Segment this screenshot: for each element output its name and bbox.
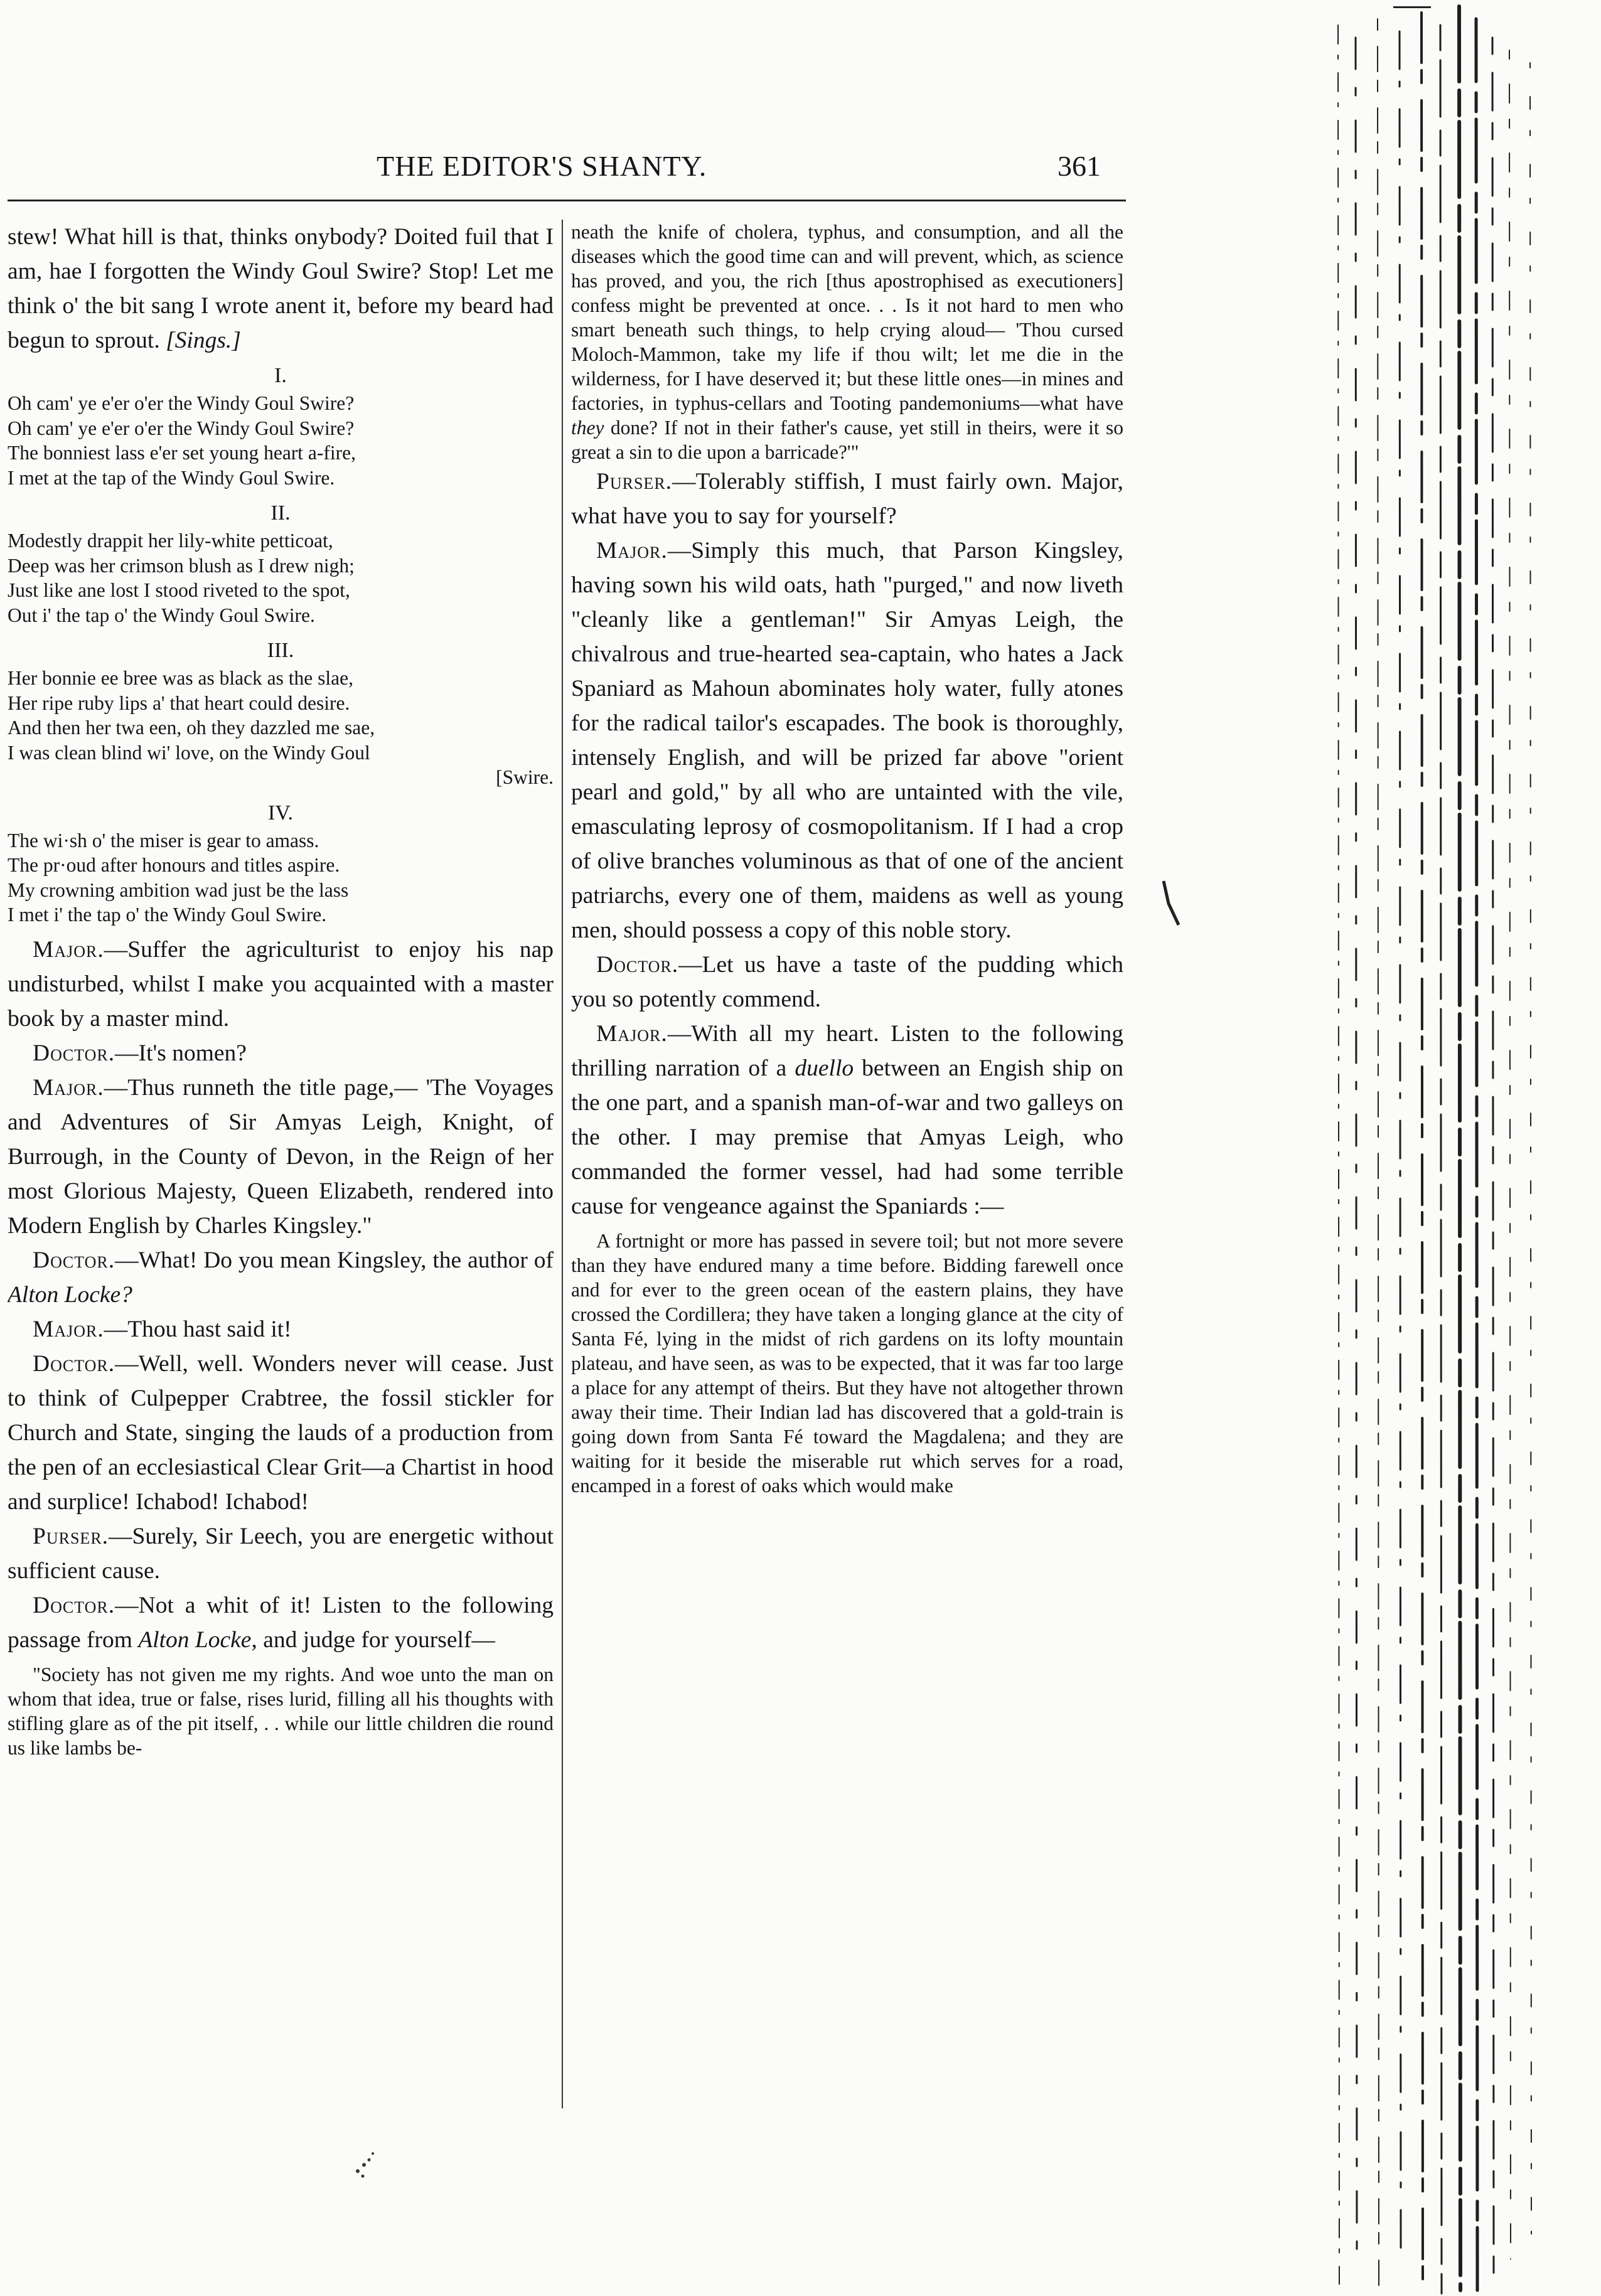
speaker-name: Doctor. [33, 1247, 115, 1273]
verse-line: I met at the tap of the Windy Goul Swire. [8, 466, 335, 489]
dialogue-paragraph [8, 1588, 554, 1657]
speaker-name: Doctor. [33, 1040, 115, 1066]
ink-specks [351, 2146, 389, 2184]
verse-line: Oh cam' ye e'er o'er the Windy Goul Swire? [8, 392, 355, 414]
verse-line: And then her twa een, oh they dazzled me sae, [8, 717, 375, 739]
text-paragraph [8, 1662, 554, 1760]
verse-line: Her bonnie ee bree was as black as the slae, [8, 667, 354, 689]
dialogue-paragraph [571, 1017, 1123, 1224]
paragraph-text-after: between an Engish ship on the one part, and a spanish man-of-war and two galleys on the other. I may premise that Amyas Leigh, who commanded the former vessel, had had some terrible cause for vengeance against the Spaniards :— [571, 1055, 1123, 1219]
running-title: THE EDITOR'S SHANTY. [377, 150, 707, 182]
right-column [571, 220, 1123, 2120]
verse-line: I met i' the tap o' the Windy Goul Swire. [8, 904, 327, 926]
verse-line: My crowning ambition wad just be the lass [8, 878, 349, 901]
italic-text: Alton Locke? [8, 1281, 132, 1308]
verse-line: Her ripe ruby lips a' that heart could desire. [8, 691, 350, 714]
paragraph-text: "Society has not given me my rights. And woe unto the man on whom that idea, true or false, rises lurid, filling all his thoughts with stifling glare as of the pit itself, . . while our little children die round us like lambs be- [8, 1663, 554, 1759]
dialogue-paragraph [571, 948, 1123, 1017]
paragraph-text: —Suffer the agriculturist to enjoy his nap undisturbed, whilst I make you acquainted with a master book by a master mind. [8, 936, 554, 1032]
poem-stanza [8, 501, 554, 627]
italic-text: they [571, 417, 604, 439]
verse-line: The pr·oud after honours and titles aspire. [8, 854, 340, 876]
stanza-number: II. [270, 501, 291, 525]
speaker-name: Doctor. [33, 1350, 115, 1377]
scanned-margin-artifacts [1331, 0, 1594, 2296]
ink-mark [1160, 878, 1185, 929]
stanza-gap [8, 790, 554, 795]
paragraph-text: —Well, well. Wonders never will cease. Just to think of Culpepper Crabtree, the fossil stickler for Church and State, singing the lauds of a production from the pen of an ecclesiastical Clear Grit—a Chartist in hood and surplice! Ichabod! Ichabod! [8, 1350, 554, 1515]
poem-stanza [8, 638, 554, 790]
paragraph-text: —Simply this much, that Parson Kingsley, having sown his wild oats, hath "purged," and now liveth "cleanly like a gentleman!" Sir Amyas Leigh, the chivalrous and true-hearted sea-captain, who hates a Jack Spaniard as Mahoun abominates holy water, fully atones for the radical tailor's escapades. The book is thoroughly, intensely English, and will be prized far above "orient pearl and gold," by all who are untainted with the vile, emasculating leprosy of cosmopolitanism. If I had a crop of olive branches voluminous as that of one of the ancient patriarchs, every one of them, maidens as well as young men, should possess a copy of this noble story. [571, 538, 1123, 943]
paragraph-text: —Let us have a taste of the pudding which you so potently commend. [571, 952, 1123, 1012]
paragraph-text: —With all my heart. Listen to the following thrilling narration of a [571, 1021, 1123, 1081]
paragraph-text: —Surely, Sir Leech, you are energetic without sufficient cause. [8, 1523, 554, 1584]
verse-line: I was clean blind wi' love, on the Windy Goul [8, 741, 370, 764]
paragraph-text: —Not a whit of it! Listen to the following passage from [8, 1592, 554, 1653]
speaker-name: Doctor. [33, 1592, 115, 1618]
paragraph-text: neath the knife of cholera, typhus, and consumption, and all the diseases which the good time can and will prevent, which, as science has proved, and you, the rich [thus apostrophised as executioners] confess might be prevented at once. . . Is it not hard to men who smart beneath such things, to help crying aloud— 'Thou cursed Moloch-Mammon, take my life if thou wilt; let me die in the wilderness, for I have deserved it; but these little ones—in mines and factories, in typhus-cellars and Tooting pandemoniums—what have [571, 221, 1123, 414]
poem-stanza [8, 801, 554, 927]
dialogue-paragraph [8, 1312, 554, 1347]
paragraph-text: stew! What hill is that, thinks onybody? Doited fuil that I am, hae I forgotten the Windy Goul Swire? Stop! Let me think o' the bit sang I wrote anent it, before my beard had begun to sprout. [8, 224, 554, 353]
paragraph-text: —Thus runneth the title page,— 'The Voyages and Adventures of Sir Amyas Leigh, Knight, of Burrough, in the County of Devon, in the Reign of her most Glorious Majesty, Queen Elizabeth, rendered into Modern English by Charles Kingsley." [8, 1074, 554, 1239]
paragraph-text: —Thou hast said it! [104, 1316, 292, 1342]
paragraph-text: —Tolerably stiffish, I must fairly own. Major, what have you to say for yourself? [571, 469, 1123, 529]
paragraph-text: A fortnight or more has passed in severe toil; but not more severe than they have endured many a time before. Bidding farewell once and for ever to the green ocean of the eastern plains, they have crossed the Cordillera; they have taken a longing glance at the city of Santa Fé, lying in the midst of rich gardens on its lofty mountain plateau, and have seen, as was to be expected, that it was far too large a place for any attempt of theirs. But they have not altogether thrown away their time. Their Indian lad has discovered that a gold-train is going down from Santa Fé toward the Magdalena; and they are waiting for it beside the miserable rut which serves for a road, encamped in a forest of oaks which would make [571, 1230, 1123, 1497]
italic-text: [Sings.] [166, 328, 241, 353]
text-paragraph [571, 220, 1123, 464]
text-paragraph [571, 1229, 1123, 1498]
column-divider [562, 220, 563, 2108]
stanza-gap [8, 927, 554, 932]
verse-line: Out i' the tap o' the Windy Goul Swire. [8, 604, 315, 626]
dialogue-paragraph [571, 533, 1123, 948]
dialogue-paragraph [8, 1071, 554, 1243]
dialogue-paragraph [8, 1036, 554, 1071]
stanza-gap [8, 627, 554, 633]
stanza-number: IV. [268, 801, 293, 825]
dialogue-paragraph [8, 1243, 554, 1312]
stanza-gap [8, 490, 554, 495]
paragraph-text: —What! Do you mean Kingsley, the author of [115, 1247, 554, 1273]
verse-line: Deep was her crimson blush as I drew nigh; [8, 554, 355, 577]
paragraph-text-after: and judge for yourself— [257, 1626, 495, 1653]
text-paragraph [8, 220, 554, 358]
header-rule [8, 200, 1126, 201]
verse-line: Oh cam' ye e'er o'er the Windy Goul Swire? [8, 417, 355, 439]
stanza-number: I. [274, 364, 287, 387]
dialogue-paragraph [8, 1519, 554, 1588]
speaker-name: Purser. [33, 1523, 109, 1549]
paragraph-text-after: done? If not in their father's cause, yet still in theirs, were it so great a sin to die upon a barricade?'" [571, 417, 1123, 463]
speaker-name: Doctor. [596, 952, 679, 978]
paragraph-text: —It's nomen? [115, 1040, 247, 1066]
poem-stanza [8, 363, 554, 490]
stanza-number: III. [267, 639, 294, 662]
speaker-name: Major. [596, 1021, 668, 1047]
verse-runover: [Swire. [496, 766, 554, 788]
dialogue-paragraph [8, 1347, 554, 1519]
page-number: 361 [1058, 150, 1101, 182]
speaker-name: Major. [33, 1074, 104, 1101]
dialogue-paragraph [8, 932, 554, 1036]
verse-line: The bonniest lass e'er set young heart a-fire, [8, 442, 356, 464]
verse-line: The wi·sh o' the miser is gear to amass. [8, 829, 319, 852]
verse-line: Just like ane lost I stood riveted to the spot, [8, 579, 350, 601]
dialogue-paragraph [571, 464, 1123, 533]
verse-line: Modestly drappit her lily-white petticoat, [8, 530, 333, 552]
italic-text: Alton Locke, [138, 1626, 257, 1653]
speaker-name: Purser. [596, 469, 673, 494]
speaker-name: Major. [596, 538, 668, 563]
italic-text: duello [795, 1055, 854, 1081]
running-header [0, 149, 1123, 200]
left-column [8, 220, 554, 2120]
speaker-name: Major. [33, 936, 104, 963]
speaker-name: Major. [33, 1316, 104, 1342]
